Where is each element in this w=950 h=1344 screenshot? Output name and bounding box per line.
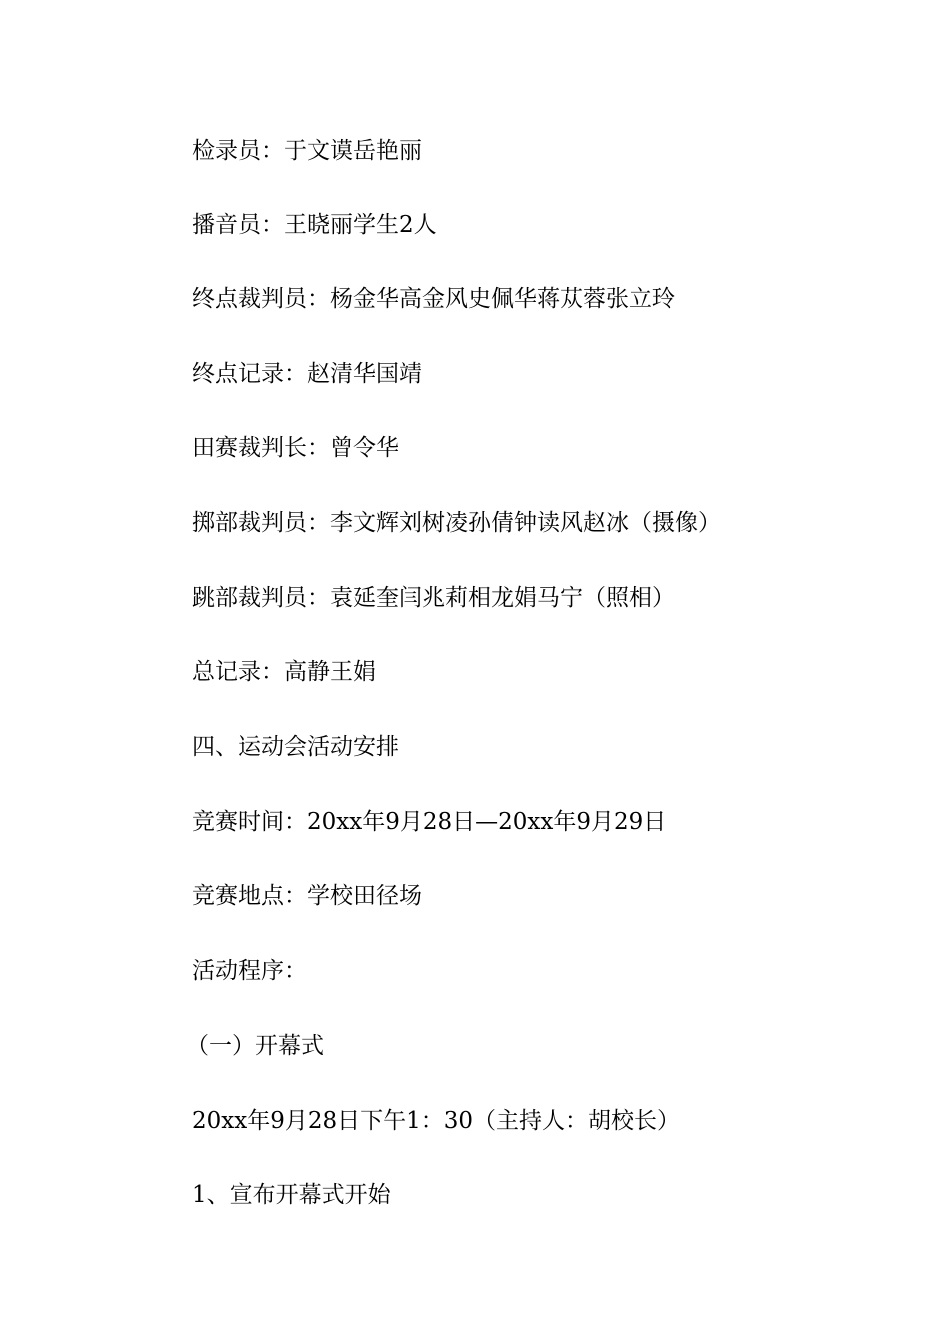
text-line-program-label: 活动程序： [192,958,307,984]
text-line-field-chief-judge: 田赛裁判长：曾令华 [192,435,399,461]
text-line-finish-recorder: 终点记录：赵清华国靖 [192,361,422,387]
text-line-competition-venue: 竞赛地点：学校田径场 [192,883,422,909]
text-line-announcer: 播音员：王晓丽学生2人 [192,212,437,238]
text-line-inspector: 检录员：于文谟岳艳丽 [192,138,422,164]
text-line-opening-time: 20xx年9月28日下午1：30（主持人：胡校长） [192,1108,681,1134]
text-line-item-1: 1、宣布开幕式开始 [192,1182,391,1208]
text-line-competition-time: 竞赛时间：20xx年9月28日—20xx年9月29日 [192,809,667,835]
text-line-chief-recorder: 总记录：高静王娟 [192,659,376,685]
text-line-jumping-judges: 跳部裁判员：袁延奎闫兆莉相龙娟马宁（照相） [192,585,675,611]
text-line-finish-judges: 终点裁判员：杨金华高金风史佩华蒋苁蓉张立玲 [192,286,675,312]
subheading-opening-ceremony: （一）开幕式 [186,1033,324,1059]
text-line-throwing-judges: 掷部裁判员：李文辉刘树凌孙倩钟读风赵冰（摄像） [192,510,721,536]
section-heading-schedule: 四、运动会活动安排 [192,734,399,760]
